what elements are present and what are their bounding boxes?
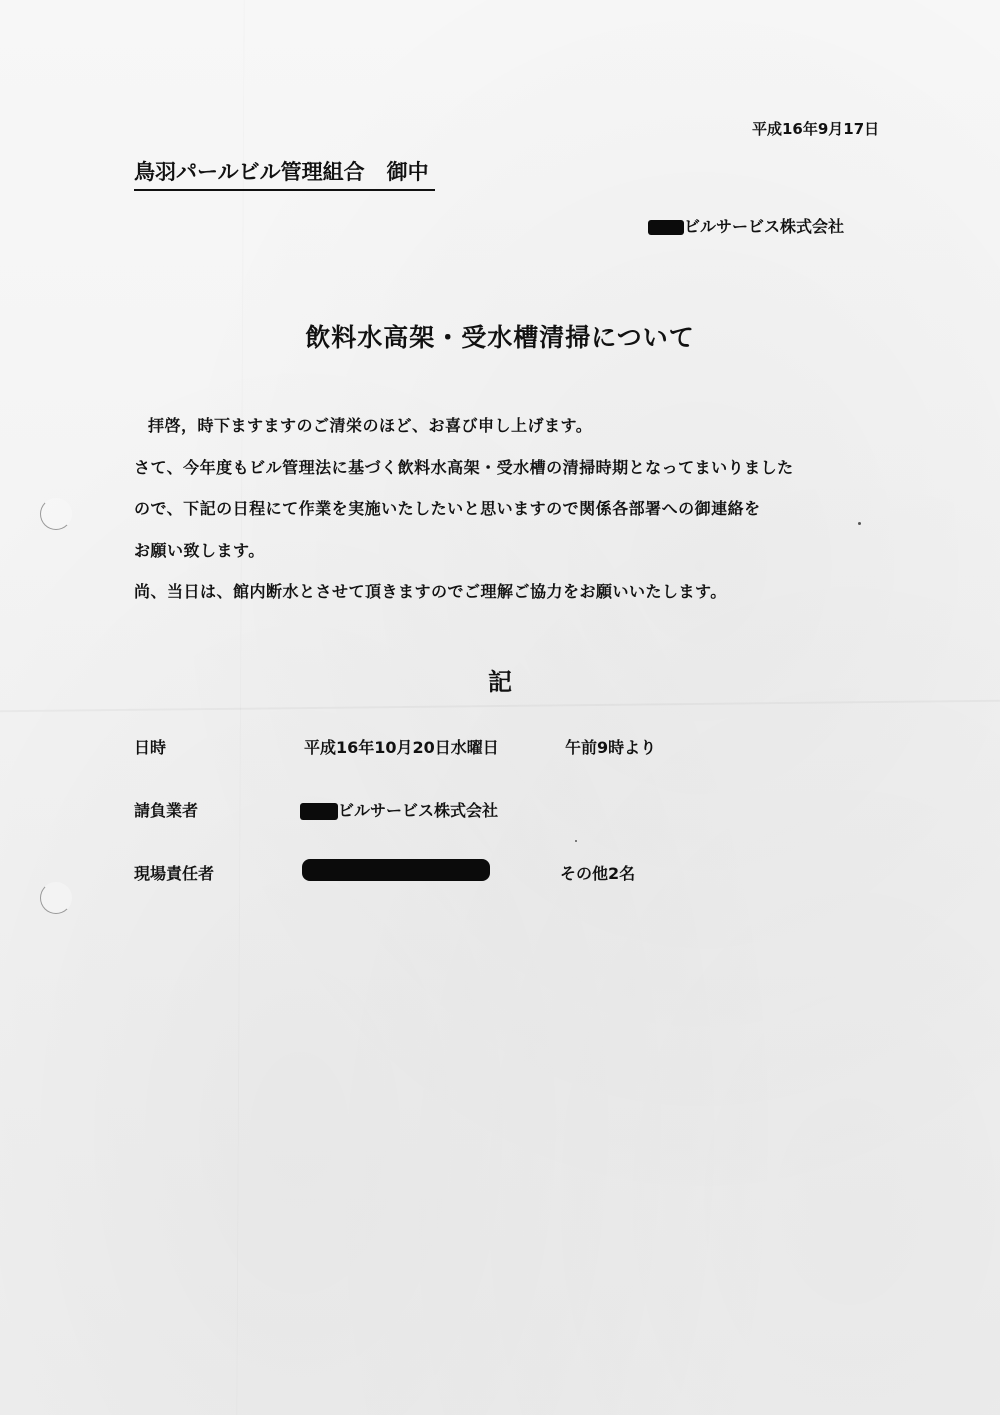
redaction-mark bbox=[300, 803, 338, 820]
body-line-3: ので、下記の日程にて作業を実施いたしたいと思いますので関係各部署への御連絡を bbox=[134, 499, 761, 518]
datetime-time: 午前9時より bbox=[565, 738, 657, 757]
supervisor-others: その他2名 bbox=[560, 864, 636, 883]
body-line-2: さて、今年度もビル管理法に基づく飲料水高架・受水槽の清掃時期となってまいりました bbox=[134, 458, 794, 477]
speck bbox=[858, 522, 861, 525]
contractor-label: 請負業者 bbox=[134, 801, 199, 820]
document-date: 平成16年9月17日 bbox=[752, 120, 880, 138]
fold-crease bbox=[0, 700, 1000, 712]
punch-hole bbox=[40, 498, 72, 530]
recipient-line bbox=[134, 156, 435, 191]
recipient-honorific: 御中 bbox=[386, 160, 429, 184]
body-line-4: お願い致します。 bbox=[134, 541, 265, 560]
contractor-value bbox=[300, 798, 498, 821]
sender-line bbox=[648, 214, 844, 237]
sender-company: ビルサービス株式会社 bbox=[684, 217, 845, 236]
punch-hole bbox=[40, 882, 72, 914]
speck bbox=[575, 840, 577, 842]
datetime-date: 平成16年10月20日水曜日 bbox=[304, 738, 499, 757]
document-title: 飲料水高架・受水槽清掃について bbox=[305, 323, 695, 352]
recipient-org: 鳥羽パールビル管理組合 bbox=[134, 160, 365, 184]
body-line-1: 拝啓，時下ますますのご清栄のほど、お喜び申し上げます。 bbox=[148, 416, 593, 435]
supervisor-label: 現場責任者 bbox=[134, 864, 215, 883]
supervisor-name-redacted bbox=[302, 859, 490, 881]
redaction-mark bbox=[302, 859, 490, 881]
ki-heading: 記 bbox=[488, 668, 512, 696]
body-line-5: 尚、当日は、館内断水とさせて頂きますのでご理解ご協力をお願いいたします。 bbox=[134, 582, 727, 601]
datetime-label: 日時 bbox=[134, 738, 167, 757]
redaction-mark bbox=[648, 220, 684, 235]
contractor-company: ビルサービス株式会社 bbox=[338, 801, 499, 820]
